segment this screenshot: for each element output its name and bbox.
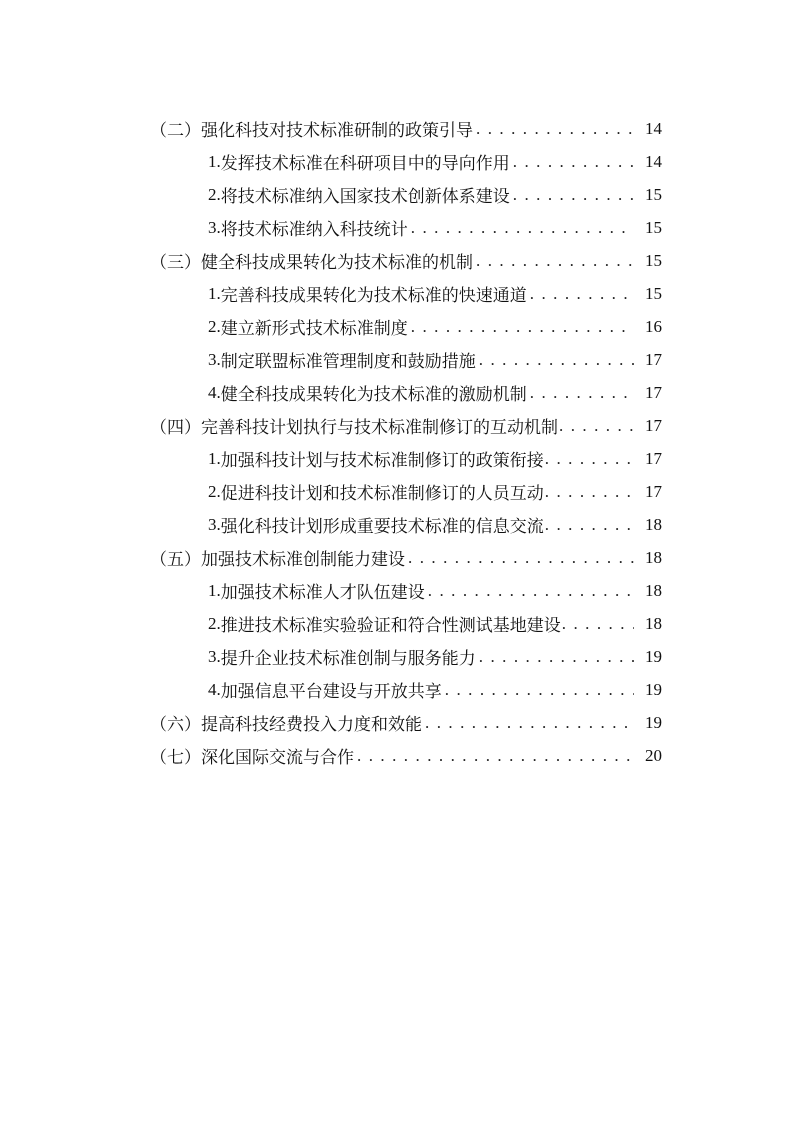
toc-section-entry[interactable] bbox=[150, 706, 662, 739]
toc-entry-number: 1. bbox=[208, 580, 221, 600]
toc-subsection-entry[interactable] bbox=[150, 343, 662, 376]
dot-leader bbox=[545, 449, 634, 469]
toc-entry-label: 健全科技成果转化为技术标准的激励机制 bbox=[220, 385, 527, 405]
toc-section-entry[interactable] bbox=[150, 739, 662, 772]
toc-entry-label: 将技术标准纳入国家技术创新体系建设 bbox=[220, 187, 510, 207]
dot-leader bbox=[408, 548, 634, 568]
dot-leader bbox=[513, 152, 634, 172]
toc-entry-label: 强化科技计划形成重要技术标准的信息交流 bbox=[220, 517, 544, 537]
table-of-contents bbox=[150, 112, 662, 772]
toc-section-entry[interactable] bbox=[150, 409, 662, 442]
dot-leader bbox=[479, 647, 634, 667]
toc-entry-number: 3. bbox=[208, 349, 221, 369]
toc-entry-label: 发挥技术标准在科研项目中的导向作用 bbox=[220, 154, 510, 174]
toc-page-number: 15 bbox=[645, 250, 662, 270]
toc-entry-label: 建立新形式技术标准制度 bbox=[220, 319, 408, 339]
toc-entry-number: 2. bbox=[208, 316, 221, 336]
dot-leader bbox=[545, 515, 634, 535]
toc-entry-label: （七）深化国际交流与合作 bbox=[150, 748, 354, 768]
toc-entry-number: 4. bbox=[208, 679, 221, 699]
toc-subsection-entry[interactable] bbox=[150, 673, 662, 706]
dot-leader bbox=[530, 284, 634, 304]
toc-page-number: 15 bbox=[645, 184, 662, 204]
dot-leader bbox=[411, 317, 634, 337]
toc-section-entry[interactable] bbox=[150, 541, 662, 574]
toc-page-number: 14 bbox=[645, 151, 662, 171]
dot-leader bbox=[476, 251, 634, 271]
toc-page-number: 19 bbox=[645, 646, 662, 666]
toc-page-number: 17 bbox=[645, 382, 662, 402]
toc-entry-number: 2. bbox=[208, 481, 221, 501]
toc-entry-label: （五）加强技术标准创制能力建设 bbox=[150, 550, 405, 570]
toc-subsection-entry[interactable] bbox=[150, 376, 662, 409]
toc-subsection-entry[interactable] bbox=[150, 607, 662, 640]
dot-leader bbox=[425, 713, 634, 733]
toc-page-number: 19 bbox=[645, 679, 662, 699]
toc-page-number: 14 bbox=[645, 118, 662, 138]
toc-entry-number: 3. bbox=[208, 217, 221, 237]
dot-leader bbox=[357, 746, 634, 766]
toc-subsection-entry[interactable] bbox=[150, 310, 662, 343]
toc-subsection-entry[interactable] bbox=[150, 475, 662, 508]
toc-entry-number: 3. bbox=[208, 646, 221, 666]
toc-entry-label: 推进技术标准实验验证和符合性测试基地建设 bbox=[220, 616, 561, 636]
toc-entry-label: 将技术标准纳入科技统计 bbox=[220, 220, 408, 240]
dot-leader bbox=[545, 482, 634, 502]
toc-entry-number: 1. bbox=[208, 151, 221, 171]
dot-leader bbox=[530, 383, 634, 403]
toc-page-number: 20 bbox=[645, 745, 662, 765]
dot-leader bbox=[476, 119, 634, 139]
dot-leader bbox=[559, 416, 634, 436]
dot-leader bbox=[513, 185, 634, 205]
toc-page-number: 16 bbox=[645, 316, 662, 336]
toc-entry-label: 加强技术标准人才队伍建设 bbox=[220, 583, 425, 603]
toc-page-number: 18 bbox=[645, 613, 662, 633]
toc-subsection-entry[interactable] bbox=[150, 277, 662, 310]
toc-entry-label: 加强科技计划与技术标准制修订的政策衔接 bbox=[220, 451, 544, 471]
toc-entry-number: 1. bbox=[208, 448, 221, 468]
dot-leader bbox=[411, 218, 634, 238]
toc-page-number: 18 bbox=[645, 514, 662, 534]
toc-entry-label: （六）提高科技经费投入力度和效能 bbox=[150, 715, 422, 735]
toc-entry-number: 1. bbox=[208, 283, 221, 303]
toc-entry-label: 提升企业技术标准创制与服务能力 bbox=[220, 649, 476, 669]
toc-entry-label: 完善科技成果转化为技术标准的快速通道 bbox=[220, 286, 527, 306]
toc-page-number: 18 bbox=[645, 580, 662, 600]
toc-subsection-entry[interactable] bbox=[150, 574, 662, 607]
toc-subsection-entry[interactable] bbox=[150, 442, 662, 475]
toc-page-number: 18 bbox=[645, 547, 662, 567]
toc-entry-label: 制定联盟标准管理制度和鼓励措施 bbox=[220, 352, 476, 372]
toc-page-number: 17 bbox=[645, 415, 662, 435]
toc-section-entry[interactable] bbox=[150, 244, 662, 277]
toc-entry-label: 加强信息平台建设与开放共享 bbox=[220, 682, 442, 702]
dot-leader bbox=[428, 581, 634, 601]
toc-page-number: 15 bbox=[645, 217, 662, 237]
toc-entry-number: 2. bbox=[208, 613, 221, 633]
toc-page-number: 19 bbox=[645, 712, 662, 732]
dot-leader bbox=[445, 680, 634, 700]
toc-subsection-entry[interactable] bbox=[150, 211, 662, 244]
toc-subsection-entry[interactable] bbox=[150, 508, 662, 541]
toc-subsection-entry[interactable] bbox=[150, 640, 662, 673]
toc-subsection-entry[interactable] bbox=[150, 178, 662, 211]
toc-section-entry[interactable] bbox=[150, 112, 662, 145]
toc-page-number: 17 bbox=[645, 349, 662, 369]
dot-leader bbox=[479, 350, 634, 370]
toc-entry-label: （二）强化科技对技术标准研制的政策引导 bbox=[150, 121, 473, 141]
toc-entry-label: （四）完善科技计划执行与技术标准制修订的互动机制 bbox=[150, 418, 558, 438]
toc-subsection-entry[interactable] bbox=[150, 145, 662, 178]
toc-entry-number: 3. bbox=[208, 514, 221, 534]
toc-entry-number: 4. bbox=[208, 382, 221, 402]
toc-entry-number: 2. bbox=[208, 184, 221, 204]
toc-entry-label: （三）健全科技成果转化为技术标准的机制 bbox=[150, 253, 473, 273]
toc-page-number: 17 bbox=[645, 448, 662, 468]
toc-entry-label: 促进科技计划和技术标准制修订的人员互动 bbox=[220, 484, 544, 504]
toc-page-number: 17 bbox=[645, 481, 662, 501]
toc-page-number: 15 bbox=[645, 283, 662, 303]
dot-leader bbox=[562, 614, 634, 634]
